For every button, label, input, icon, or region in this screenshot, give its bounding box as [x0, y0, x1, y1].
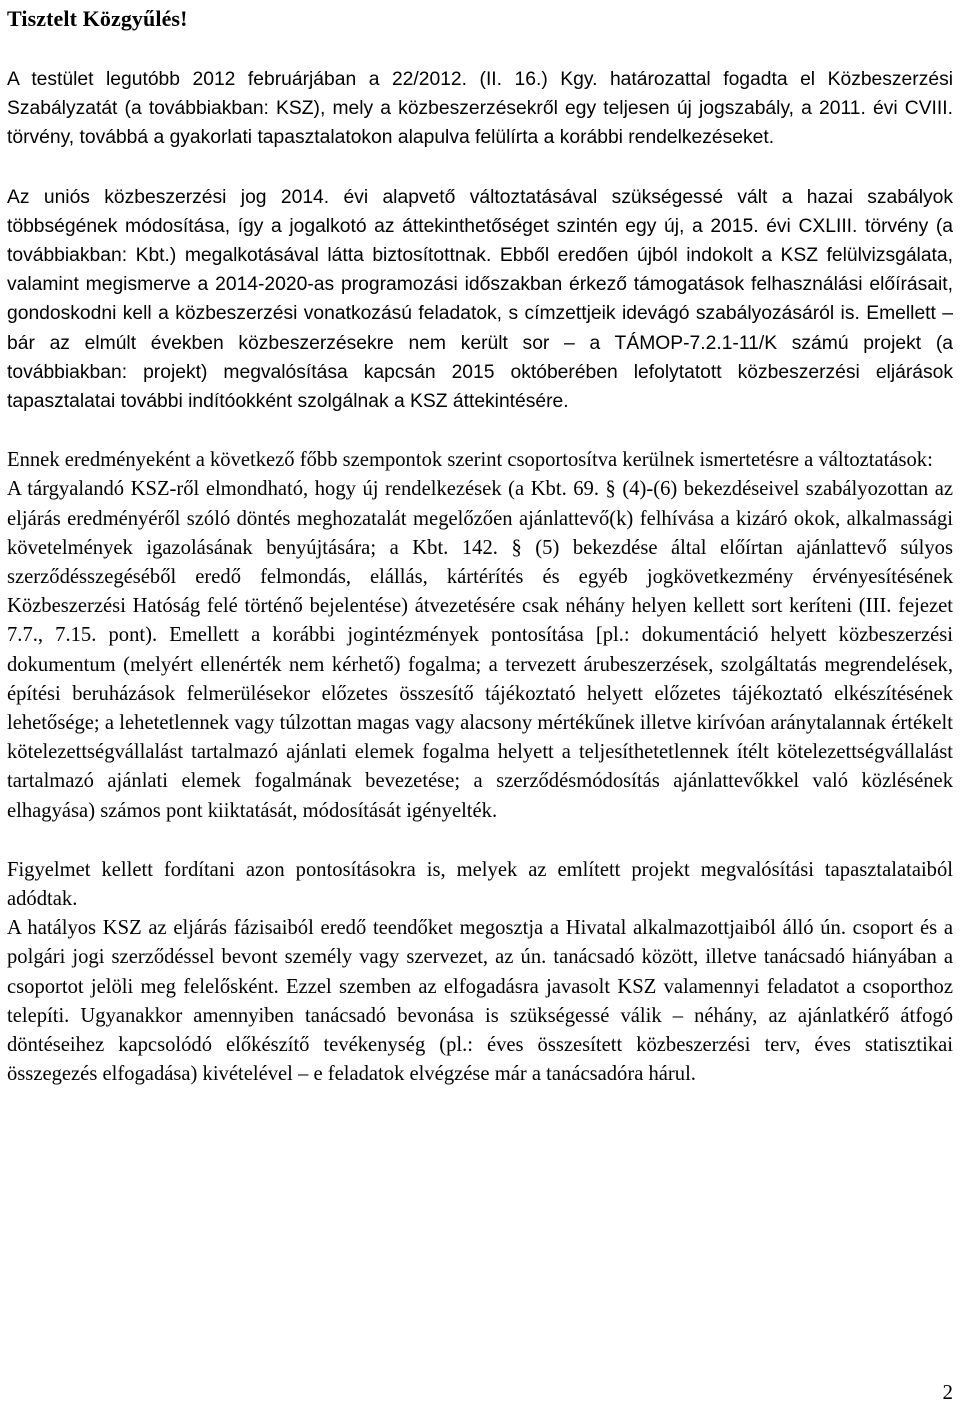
paragraph-current-ksz: A hatályos KSZ az eljárás fázisaiból eredő teendőket megosztja a Hivatal alkalmazottjaiból álló ún. csoport és a polgári jogi szerződéssel bevont személy vagy szervezet, az ún. tanácsadó között, illetve tanácsadó hiányában a csoportot jelöli meg felelősként. Ezzel szemben az elfogadásra javasolt KSZ valamennyi feladatot a csoporthoz telepíti. Ugyanakkor amennyiben tanácsadó bevonása is szükségessé válik – néhány, az ajánlatkérő átfogó döntéseihez kapcsolódó előkészítő tevékenység (pl.: éves összesített közbeszerzési terv, éves statisztikai összegezés elfogadása) kivételével – e feladatok elvégzése már a tanácsadóra hárul. — [7, 917, 953, 1086]
paragraph-eu-law: Az uniós közbeszerzési jog 2014. évi alapvető változtatásával szükségessé vált a hazai szabályok többségének módosítása, így a jogalkotó az áttekinthetőséget szintén egy új, a 2015. évi CXLIII. törvény (a továbbiakban: Kbt.) megalkotásával látta biztosítottnak. Ebből eredően újból indokolt a KSZ felülvizsgálata, valamint megismerve a 2014-2020-as programozási időszakban érkező támogatások felhasználási előírásait, gondoskodni kell a közbeszerzési vonatkozású feladatok, s címzettjeik idevágó szabályozásáról is. Emellett – bár az elmúlt években közbeszerzésekre nem került sor – a TÁMOP-7.2.1-11/K számú projekt (a továbbiakban: projekt) megvalósítása kapcsán 2015 októberében lefolytatott közbeszerzési eljárások tapasztalatai további indítóokként szolgálnak a KSZ áttekintésére. — [7, 186, 953, 413]
paragraph-result: Ennek eredményeként a következő főbb szempontok szerint csoportosítva kerülnek ismertetésre a változtatások: — [7, 449, 933, 472]
page-number: 2 — [942, 1380, 953, 1404]
paragraph-clarifications: Figyelmet kellett fordítani azon pontosításokra is, melyek az említett projekt megvalósítási tapasztalataiból adódtak. — [7, 858, 953, 911]
salutation-heading: Tisztelt Közgyűlés! — [7, 6, 188, 31]
document-page — [7, 0, 953, 1090]
paragraph-intro: A testület legutóbb 2012 februárjában a 22/2012. (II. 16.) Kgy. határozattal fogadta el Közbeszerzési Szabályzatát (a továbbiakban: KSZ), mely a közbeszerzésekről egy teljesen új jogszabály, a 2011. évi CVIII. törvény, továbbá a gyakorlati tapasztalatokon alapulva felülírta a korábbi rendelkezéseket. — [7, 69, 953, 149]
paragraph-new-provisions: A tárgyalandó KSZ-ről elmondható, hogy új rendelkezések (a Kbt. 69. § (4)-(6) bekezdéseivel szabályozottan az eljárás eredményéről szóló döntés meghozatalát megelőzően ajánlattevő(k) felhívása a kizáró okok, alkalmassági követelmények igazolásának benyújtására; a Kbt. 142. § (5) bekezdése által előírtan ajánlattevő súlyos szerződésszegéséből eredő felmondás, elállás, kártérítés és egyéb jogkövetkezmény érvényesítésének Közbeszerzési Hatóság felé történő bejelentése) átvezetésére csak néhány helyen kellett sort keríteni (III. fejezet 7.7., 7.15. pont). Emellett a korábbi jogintézmények pontosítása [pl.: dokumentáció helyett közbeszerzési dokumentum (melyért ellenérték nem kérhető) fogalma; a tervezett árubeszerzések, szolgáltatás megrendelések, építési beruházások felmerülésekor előzetes összesítő tájékoztató helyett előzetes tájékoztató elkészítésének lehetősége; a lehetetlennek vagy túlzottan magas vagy alacsony mértékűnek illetve kirívóan aránytalannak értékelt kötelezettségvállalást tartalmazó ajánlati elemek fogalma helyett a teljesíthetetlennek ítélt kötelezettségvállalást tartalmazó ajánlati elemek fogalmának bevezetése; a szerződésmódosítás ajánlattevőkkel való közlésének elhagyása) számos pont kiiktatását, módosítását igényelték. — [7, 478, 953, 822]
